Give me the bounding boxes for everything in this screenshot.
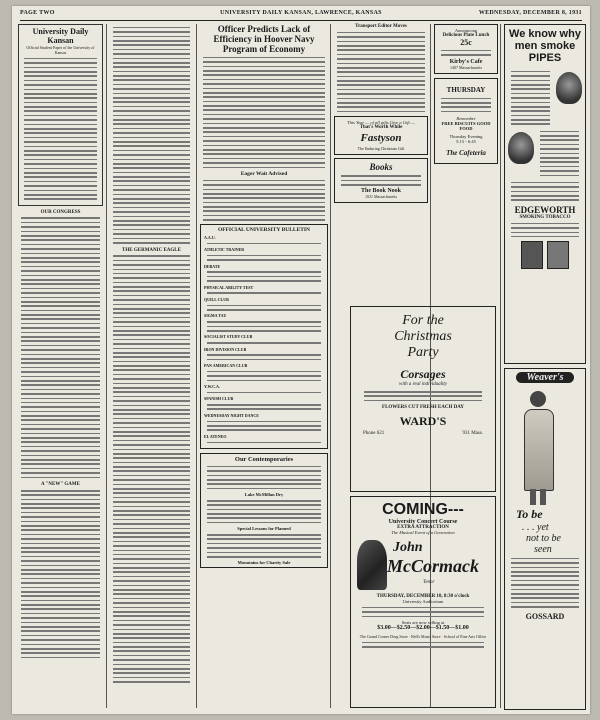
contemporaries-body [204, 500, 324, 524]
bulletin-section-heading: SOCIALIST STUDY CLUB [204, 334, 253, 340]
cafeteria-ad [434, 78, 498, 165]
concert-venue: University Auditorium [402, 599, 444, 604]
book-nook-name: The Book Nook [360, 188, 401, 195]
editorial-heading: THE GERMANIC EAGLE [122, 247, 181, 253]
bulletin-section-heading: Y.W.C.A. [204, 384, 220, 390]
cafeteria-name: The Cafeteria [446, 149, 486, 158]
cafeteria-free: FREE BISCUITS GOOD FOOD [441, 121, 491, 132]
bulletin-section-body [204, 321, 324, 331]
column-rule [196, 24, 197, 708]
tobacco-tin-icon [521, 241, 543, 269]
bulletin-section-heading: EL ATENEO [204, 433, 227, 439]
contemporaries-body [204, 534, 324, 558]
weavers-tobe: To be [516, 507, 543, 521]
wards-address: 931 Mass. [462, 431, 483, 437]
concert-date: THURSDAY, DECEMBER 10, 8:30 o'clock [376, 594, 470, 599]
weavers-brand: Weaver's [516, 372, 574, 383]
fastyson-brand: Fastyson [360, 132, 402, 145]
books-title: Books [369, 162, 393, 173]
transport-heading: Transport Editor Moves [355, 24, 407, 29]
bulletin-section-body [204, 421, 324, 431]
christmas-line2: Christmas [394, 329, 452, 344]
cafeteria-remember: Remember [456, 116, 476, 122]
christmas-line3: Party [407, 345, 439, 360]
concert-copy [359, 607, 487, 617]
bulletin-section-heading: SPANISH CLUB [204, 396, 234, 402]
navy-article-body [200, 57, 328, 168]
weavers-seen: seen [534, 544, 552, 555]
fastyson-sub: The Enduring Christmas Gift [357, 146, 405, 152]
bulletin-title: OFFICIAL UNIVERSITY BULLETIN [217, 226, 311, 233]
model-illustration [508, 387, 582, 507]
newspaper-page [12, 6, 590, 714]
concert-sale-locations: The Grand Corner Drug Store · Bell's Music Store · School of Fine Arts Office [359, 633, 487, 639]
navy-article-body [200, 180, 328, 221]
bulletin-section-body [204, 243, 324, 245]
bulletin-section-body [204, 404, 324, 410]
christmas-line1: For the [402, 313, 444, 328]
smoker-portrait [556, 72, 582, 104]
concert-ad [350, 496, 496, 708]
edgeworth-ad [504, 24, 586, 364]
smoker-portrait [508, 132, 534, 164]
corsages-sub: with a real individuality [398, 382, 447, 387]
kansan-masthead-box [18, 24, 103, 206]
ads-column-mid [434, 24, 498, 164]
bulletin-section-body [204, 342, 324, 344]
cafeteria-hours: 5:15 - 6:45 [456, 139, 476, 145]
editorial-column-2 [110, 24, 193, 686]
editorial-body [110, 255, 193, 682]
bulletin-section-heading: IRON DIVISION CLUB [204, 346, 247, 352]
bulletin-section-body [204, 371, 324, 381]
concert-coming: COMING--- [382, 501, 464, 518]
cafeteria-dinner: Thursday Evening [449, 134, 483, 140]
contemporaries-items [204, 466, 324, 566]
official-bulletin [200, 224, 328, 449]
kirbys-announcing: Announcing [454, 28, 478, 33]
mccormack-first: John [393, 540, 423, 555]
tobacco-tins [508, 241, 582, 269]
corset-figure-icon [524, 409, 554, 491]
bulletin-section-heading: PHYSICAL ABILITY TEST [204, 284, 254, 290]
bulletin-section-heading: DEBATE [204, 263, 221, 269]
contemporaries-box [200, 453, 328, 568]
page-number: PAGE TWO [20, 10, 55, 16]
edgeworth-row [508, 68, 582, 128]
concert-series: University Concert Course [388, 519, 458, 525]
fastyson-ad [334, 116, 428, 155]
weavers-ad [504, 368, 586, 710]
cafeteria-day: THURSDAY [446, 85, 486, 94]
concert-event: The Musical Event of a Generation [391, 530, 455, 535]
wards-phone: Phone 621 [363, 431, 385, 437]
paper-title: UNIVERSITY DAILY KANSAN, LAWRENCE, KANSAS [220, 10, 382, 16]
editorial-body [18, 490, 103, 658]
kirbys-address: 1407 Massachusetts [449, 64, 483, 70]
staff-listing [21, 58, 100, 200]
concert-footer-copy [359, 642, 487, 648]
edgeworth-copy [508, 182, 582, 201]
fastyson-kicker: This Year — of all gifts Give a Gift — [347, 120, 415, 126]
contemporaries-item-heading: Lake McMillan Dry [244, 492, 284, 498]
kansan-subtitle: Official Student Paper of the University of Kansas [26, 45, 95, 55]
kirbys-name: Kirby's Cafe [449, 58, 483, 65]
weavers-yet: . . . yet [522, 522, 549, 533]
mccormack-block [351, 538, 495, 594]
book-nook-copy [338, 175, 424, 185]
edgeworth-offer [508, 223, 582, 238]
model-leg-icon [530, 489, 536, 505]
wards-name: WARD'S [399, 414, 447, 429]
weavers-copy [508, 558, 582, 608]
contemporaries-body [204, 466, 324, 490]
bulletin-section-heading: PAN AMERICAN CLUB [204, 363, 248, 369]
wards-flowers: FLOWERS CUT FRESH EACH DAY [382, 405, 464, 411]
edgeworth-copy [537, 128, 582, 179]
bulletin-section-heading: SIGMA TAU [204, 313, 227, 319]
edgeworth-brand: EDGEWORTH [514, 204, 576, 215]
wards-contact [351, 429, 495, 438]
bulletin-section-body [204, 305, 324, 311]
corsages-title: Corsages [400, 367, 446, 381]
tobacco-tin-icon [547, 241, 569, 269]
navy-headline: Officer Predicts Lack of Efficiency in Hoover Navy Program of Economy [213, 24, 315, 54]
edgeworth-headline: We know why men smoke PIPES [509, 28, 581, 64]
column-rule [330, 24, 331, 708]
contemporaries-item-heading: Special Lessons for Planned [237, 526, 291, 532]
wards-copy [361, 391, 485, 401]
page-masthead [20, 9, 582, 21]
bulletin-section-body [204, 392, 324, 394]
column-rule [500, 24, 501, 708]
fastyson-line: That's Worth While [359, 125, 403, 131]
contemporaries-item-heading: Mountains for Charity Sale [237, 560, 291, 566]
bulletin-section-heading: A.A.U. [204, 234, 216, 240]
edgeworth-tag: SMOKING TOBACCO [519, 214, 571, 220]
news-column [200, 24, 328, 568]
model-head-icon [530, 391, 546, 407]
book-nook-ad [334, 158, 428, 203]
bulletin-section-body [204, 292, 324, 294]
concert-prices-label: Seats are now selling at [401, 619, 445, 625]
kirbys-lunch: Delicious Plate Lunch [442, 33, 490, 38]
weavers-not: not to be [526, 533, 561, 544]
bulletin-section-heading: QUILL CLUB [204, 296, 229, 302]
ads-column-left [334, 24, 428, 203]
transport-body [334, 32, 428, 113]
bulletin-section-heading: ATHLETIC TRAINER [204, 247, 245, 253]
cafeteria-copy [438, 98, 494, 113]
ads-column-right [504, 24, 586, 710]
kirbys-ad [434, 24, 498, 74]
editorial-heading: OUR CONGRESS [40, 209, 81, 215]
column-rule [106, 24, 107, 708]
concert-prices: $3.00—$2.50—$2.00—$1.50—$1.00 [377, 624, 469, 631]
bulletin-section-body [204, 271, 324, 281]
bulletin-section-heading: WEDNESDAY NIGHT DANCE [204, 412, 259, 418]
editorial-body [110, 27, 193, 244]
mccormack-photo [357, 540, 387, 590]
edgeworth-row [508, 128, 582, 179]
gossard-brand: GOSSARD [525, 611, 565, 621]
edgeworth-copy [508, 68, 553, 128]
navy-subhead: Eager Wait Advised [240, 170, 288, 177]
contemporaries-title: Our Contemporaries [234, 455, 294, 463]
bulletin-section-body [204, 354, 324, 360]
book-nook-address: 1021 Massachusetts [364, 194, 398, 200]
publication-date: WEDNESDAY, DECEMBER 8, 1931 [478, 10, 582, 16]
kirbys-price: 25c [460, 38, 472, 47]
mccormack-last: McCormack [387, 556, 479, 576]
bulletin-section-body [204, 255, 324, 261]
editorial-body [18, 217, 103, 478]
editorial-column [18, 24, 103, 661]
bulletin-section-body [204, 442, 324, 444]
kirbys-copy [438, 50, 494, 56]
concert-extra: EXTRA ATTRACTION [397, 525, 449, 530]
kansan-title: University Daily Kansan [32, 27, 89, 45]
bulletin-sections [204, 235, 324, 443]
mccormack-tenor: Tenor [423, 580, 435, 585]
model-leg-icon [540, 489, 546, 505]
wards-ad [350, 306, 496, 492]
editorial-heading: A "NEW" GAME [41, 482, 80, 488]
